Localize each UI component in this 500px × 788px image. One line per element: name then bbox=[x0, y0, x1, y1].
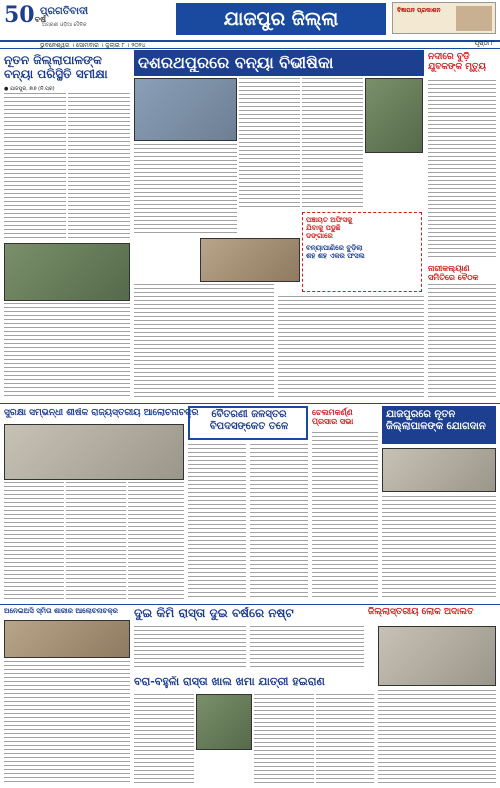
story1-photo bbox=[4, 243, 130, 301]
anniversary-number: 50 bbox=[4, 2, 35, 28]
section-divider bbox=[0, 403, 500, 404]
inset-line-5: ଶହ ଶହ ଏକର ଫସଲ bbox=[306, 252, 365, 261]
dateline: ଭୁବନେଶ୍ୱର । ସୋମବାର । ଜୁଲାଇ ୮ । ୨୦୨୪ bbox=[0, 40, 500, 49]
story7-photo bbox=[382, 448, 496, 492]
story6-body-col2 bbox=[250, 444, 308, 600]
story2-photo-boat bbox=[134, 78, 237, 141]
story5-headline: ସୁରକ୍ଷା ସମ୍ଭନ୍ଧୀ ଶୀର୍ଷକ ରାଜ୍ୟସ୍ତରୀୟ ଆଲୋଚନାଚକ୍ର bbox=[4, 408, 199, 418]
story5-body-col2 bbox=[66, 482, 126, 600]
story2-inset bbox=[302, 212, 422, 292]
inset-line-1: ପଞ୍ଚାୟତ ଅଫିସକୁ bbox=[306, 216, 353, 224]
story5-photo bbox=[4, 424, 184, 480]
section-divider-2 bbox=[0, 604, 500, 605]
paper-tagline: ଅଗ୍ରଣୀ ଓଡ଼ିଆ ଦୈନିକ bbox=[42, 22, 87, 28]
paper-name: ପ୍ରଗତିବାଦୀ bbox=[40, 6, 89, 17]
anniversary-suffix: ବର୍ଷ bbox=[34, 14, 46, 24]
story8-headline: ଦୁଇ କିମି ରାସ୍ତା ଦୁଇ ବର୍ଷରେ ନଷ୍ଟ bbox=[134, 607, 294, 620]
story11-photo bbox=[4, 620, 130, 658]
story11-headline: ଅନେଇଅସି ସ୍ମିତା ଶାରୀର ଆଲୋଚନାଚକ୍ର bbox=[4, 607, 118, 615]
story7-headline: ଯାଜପୁରରେ ନୂତନ ଜିଲ୍ଲାପାଳଙ୍କ ଯୋଗଦାନ bbox=[386, 409, 486, 432]
inset-line-4: ବନ୍ୟାପାଣିରେ ବୁଡ଼ିଲା bbox=[306, 244, 363, 253]
story9-photo bbox=[378, 626, 496, 686]
page-number: ପୃଷ୍ଠା ୮ bbox=[474, 40, 494, 47]
story1-body-cont bbox=[4, 303, 130, 399]
story2-body-lower2 bbox=[278, 296, 424, 398]
inset-line-2: ଯିବାକୁ ପଡୁଛି bbox=[306, 224, 341, 233]
story1-byline: ● ଯାଜପୁର, ୭ା୭ (ନି.ପ୍ର) bbox=[4, 86, 55, 92]
story6-headline: ବୈତରଣୀ ଜଳସ୍ତର ବିପଦସଙ୍କେତ ତଳେ bbox=[209, 409, 289, 432]
story2-body-lower1 bbox=[134, 284, 274, 398]
story11-body bbox=[4, 661, 130, 783]
story3-body bbox=[428, 80, 496, 260]
story6-body-col1 bbox=[188, 444, 246, 600]
story2-body-col2 bbox=[302, 78, 363, 208]
story12-headline: ଚେଲମକର୍ଣ୍ଣ ପ୍ରସାର ସଭା bbox=[312, 408, 354, 427]
promo-box bbox=[392, 2, 496, 34]
story5-body-col1 bbox=[4, 482, 64, 600]
inset-line-3: ଡଙ୍ଗାରେ bbox=[306, 232, 333, 241]
story2-photo-flood bbox=[365, 78, 423, 153]
story1-body-col1 bbox=[4, 93, 66, 241]
story10-body-col2 bbox=[254, 694, 314, 784]
story8-body-col1 bbox=[134, 626, 246, 670]
city-title: ଯାଜପୁର ଜିଲ୍ଲା bbox=[176, 3, 386, 35]
story2-body-col0 bbox=[134, 144, 237, 234]
story1-body-col2 bbox=[68, 93, 130, 241]
story10-body-col3 bbox=[316, 694, 374, 784]
story4-headline: ନାରୀକଲ୍ୟାଣ ସମିତିରେ ବୈଠକ bbox=[428, 264, 479, 283]
story12-body bbox=[312, 432, 378, 600]
promo-text: ବିଜ୍ଞାପନ ପ୍ରକାଶନ bbox=[397, 7, 441, 14]
promo-photo bbox=[456, 6, 492, 31]
story10-body-col1 bbox=[134, 694, 194, 784]
story9-headline: ଜିଲ୍ଲାସ୍ତରୀୟ ଲୋକ ଅଦାଲତ bbox=[368, 607, 474, 617]
story10-photo bbox=[196, 694, 252, 750]
masthead bbox=[0, 0, 500, 40]
story2-photo-crowd bbox=[200, 238, 300, 282]
story10-headline: ବରା-ବହୁଳାଁ ରାସ୍ତା ଖାଲ ଖମା ଯାତ୍ରୀ ହଇରାଣ bbox=[134, 676, 325, 688]
story9-body bbox=[378, 690, 496, 784]
story7-body bbox=[382, 496, 496, 600]
story1-headline: ନୂତନ ଜିଲ୍ଲାପାଳଙ୍କ ବନ୍ୟା ପରିସ୍ଥିତି ସମୀକ୍ଷା bbox=[4, 53, 108, 81]
story2-headline: ଦଶରଥପୁରରେ ବନ୍ୟା ବିଭୀଷିକା bbox=[138, 54, 334, 72]
story5-body-col3 bbox=[128, 482, 184, 600]
story2-body-col1 bbox=[239, 78, 300, 208]
story3-headline: ନଦୀରେ ବୁଡ଼ି ଯୁବକଙ୍କ ମୃତ୍ୟୁ bbox=[428, 52, 486, 73]
story4-body bbox=[428, 284, 496, 398]
story8-body-col2 bbox=[250, 626, 364, 670]
